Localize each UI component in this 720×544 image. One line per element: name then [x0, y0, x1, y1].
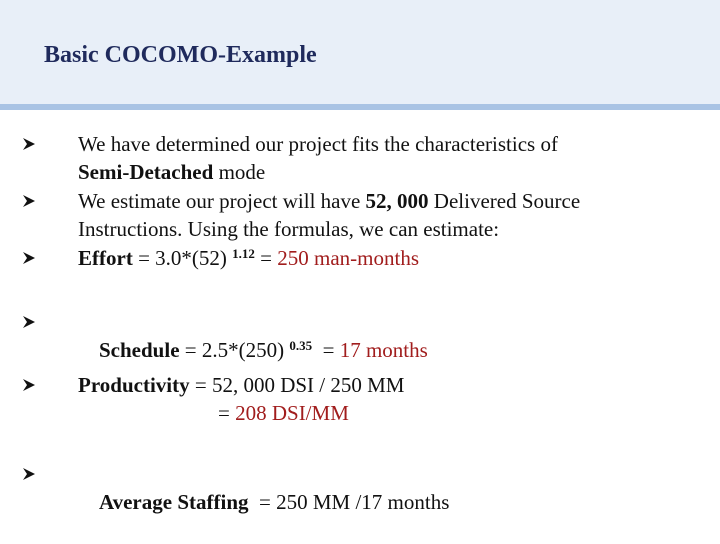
- arrow-bullet-icon: [22, 187, 42, 215]
- productivity-formula: = 52, 000 DSI / 250 MM: [189, 373, 405, 397]
- mode-name: Semi-Detached: [78, 160, 214, 184]
- productivity-label: Productivity: [78, 373, 190, 397]
- effort-label: Effort: [78, 246, 133, 270]
- bullet-project-mode: [22, 130, 702, 186]
- dsi-value: 52, 000: [365, 189, 429, 213]
- staffing-label: Average Staffing: [99, 490, 249, 514]
- effort-exponent: 1.12: [232, 246, 255, 261]
- arrow-bullet-icon: [22, 460, 42, 488]
- title-band: [0, 0, 720, 110]
- effort-formula: = 3.0*(52): [132, 246, 233, 270]
- arrow-bullet-icon: [22, 244, 42, 272]
- schedule-label: Schedule: [99, 338, 180, 362]
- equals: =: [218, 401, 236, 425]
- bullet-text: We have determined our project fits the characteristics of: [78, 132, 558, 156]
- bullet-dsi-estimate: [22, 187, 702, 243]
- bullet-productivity: [22, 371, 702, 427]
- bullet-text: mode: [213, 160, 266, 184]
- bullet-effort: [22, 244, 702, 272]
- equals: =: [312, 338, 340, 362]
- bullet-text: We estimate our project will have: [78, 189, 366, 213]
- staffing-formula: = 250 MM /17 months: [248, 490, 450, 514]
- schedule-exponent: 0.35: [289, 338, 313, 353]
- slide-title: Basic COCOMO-Example: [44, 42, 317, 68]
- arrow-bullet-icon: [22, 308, 42, 336]
- schedule-formula: = 2.5*(250): [179, 338, 290, 362]
- bullet-text: Delivered Source Instructions. Using the formulas, we can estimate:: [78, 189, 581, 241]
- schedule-result: 17 months: [339, 338, 428, 362]
- equals: =: [254, 246, 278, 270]
- effort-result: 250 man-months: [277, 246, 419, 270]
- productivity-result: 208 DSI/MM: [235, 401, 349, 425]
- arrow-bullet-icon: [22, 130, 42, 158]
- arrow-bullet-icon: [22, 371, 42, 399]
- bullet-average-staffing: [22, 460, 702, 544]
